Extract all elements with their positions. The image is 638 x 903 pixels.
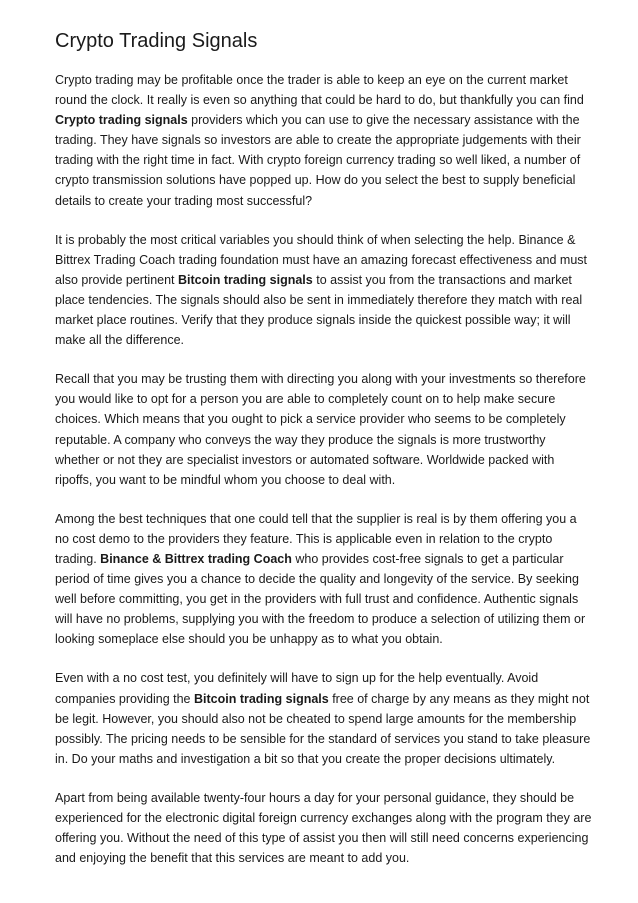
paragraph-4 [55, 509, 593, 650]
paragraph-5 [55, 668, 593, 768]
keyword-crypto-trading-signals: Crypto trading signals [55, 113, 188, 128]
paragraph-1-text-1: Crypto trading may be profitable once the trader is able to keep an eye on the current market round the clock. It really is even so anything that could be hard to do, but thankfully you can find [55, 73, 584, 108]
keyword-binance-bittrex-trading-coach: Binance & Bittrex trading Coach [100, 551, 292, 566]
paragraph-5-text-2: free of charge by any means as they might not be legit. However, you should also not be cheated to spend large amounts for the membership possibly. The pricing needs to be sensible for the standard of services you stand to take pleasure in. Do your maths and investigation a bit so that you create the proper decisions ultimately. [55, 691, 591, 766]
paragraph-2 [55, 230, 593, 351]
paragraph-4-text-1: Among the best techniques that one could tell that the supplier is real is by them offering you a no cost demo to the providers they feature. This is applicable even in relation to the crypto trading. [55, 511, 577, 566]
paragraph-5-text-1: Even with a no cost test, you definitely will have to sign up for the help eventually. Avoid companies providing the [55, 671, 539, 706]
paragraph-6-text-1: Apart from being available twenty-four hours a day for your personal guidance, they should be experienced for the electronic digital foreign currency exchanges along with the program they are offering you. Without the need of this type of assist you then will still need concerns experiencing and enjoying the benefit that this services are meant to add you. [55, 790, 592, 866]
document-body [55, 70, 593, 868]
document-page [55, 28, 593, 887]
keyword-bitcoin-trading-signals-2: Bitcoin trading signals [193, 691, 329, 706]
paragraph-4-text-2: who provides cost-free signals to get a particular period of time gives you a chance to decide the quality and longevity of the service. By seeking well before committing, you get in the providers with full trust and confidence. Authentic signals will have no problems, supplying you with the freedom to produce a selection of utilizing them or looking someplace else should you be unhappy as to what you obtain. [55, 551, 586, 647]
paragraph-2-text-1: It is probably the most critical variables you should think of when selecting the help. Binance & Bittrex Trading Coach trading foundation must have an amazing forecast effectiveness and must also provide pertinent [55, 232, 588, 287]
document-title: Crypto Trading Signals [55, 30, 258, 52]
paragraph-3 [55, 369, 593, 490]
paragraph-6 [55, 788, 593, 868]
paragraph-1 [55, 70, 593, 211]
paragraph-2-text-2: to assist you from the transactions and market place tendencies. The signals should also be sent in immediately therefore they match with real market place routines. Verify that they produce signals inside the quickest possible way; it will make all the difference. [55, 272, 583, 348]
paragraph-1-text-2: providers which you can use to give the necessary assistance with the trading. They have signals so investors are able to create the appropriate judgements with their trading with the right time in fact. With crypto foreign currency trading so well liked, a number of crypto transmission solutions have popped up. How do you select the best to supply beneficial details to create your trading most successful? [55, 113, 581, 208]
keyword-bitcoin-trading-signals: Bitcoin trading signals [178, 272, 313, 287]
paragraph-3-text-1: Recall that you may be trusting them with directing you along with your investments so therefore you would like to opt for a person you are able to completely count on to help make secure choices. Which means that you ought to pick a service provider who seems to be completely reputable. A company who conveys the way they produce the signals is more trustworthy whether or not they are specialist investors or automated software. Worldwide packed with ripoffs, you want to be mindful whom you choose to deal with. [55, 372, 586, 487]
